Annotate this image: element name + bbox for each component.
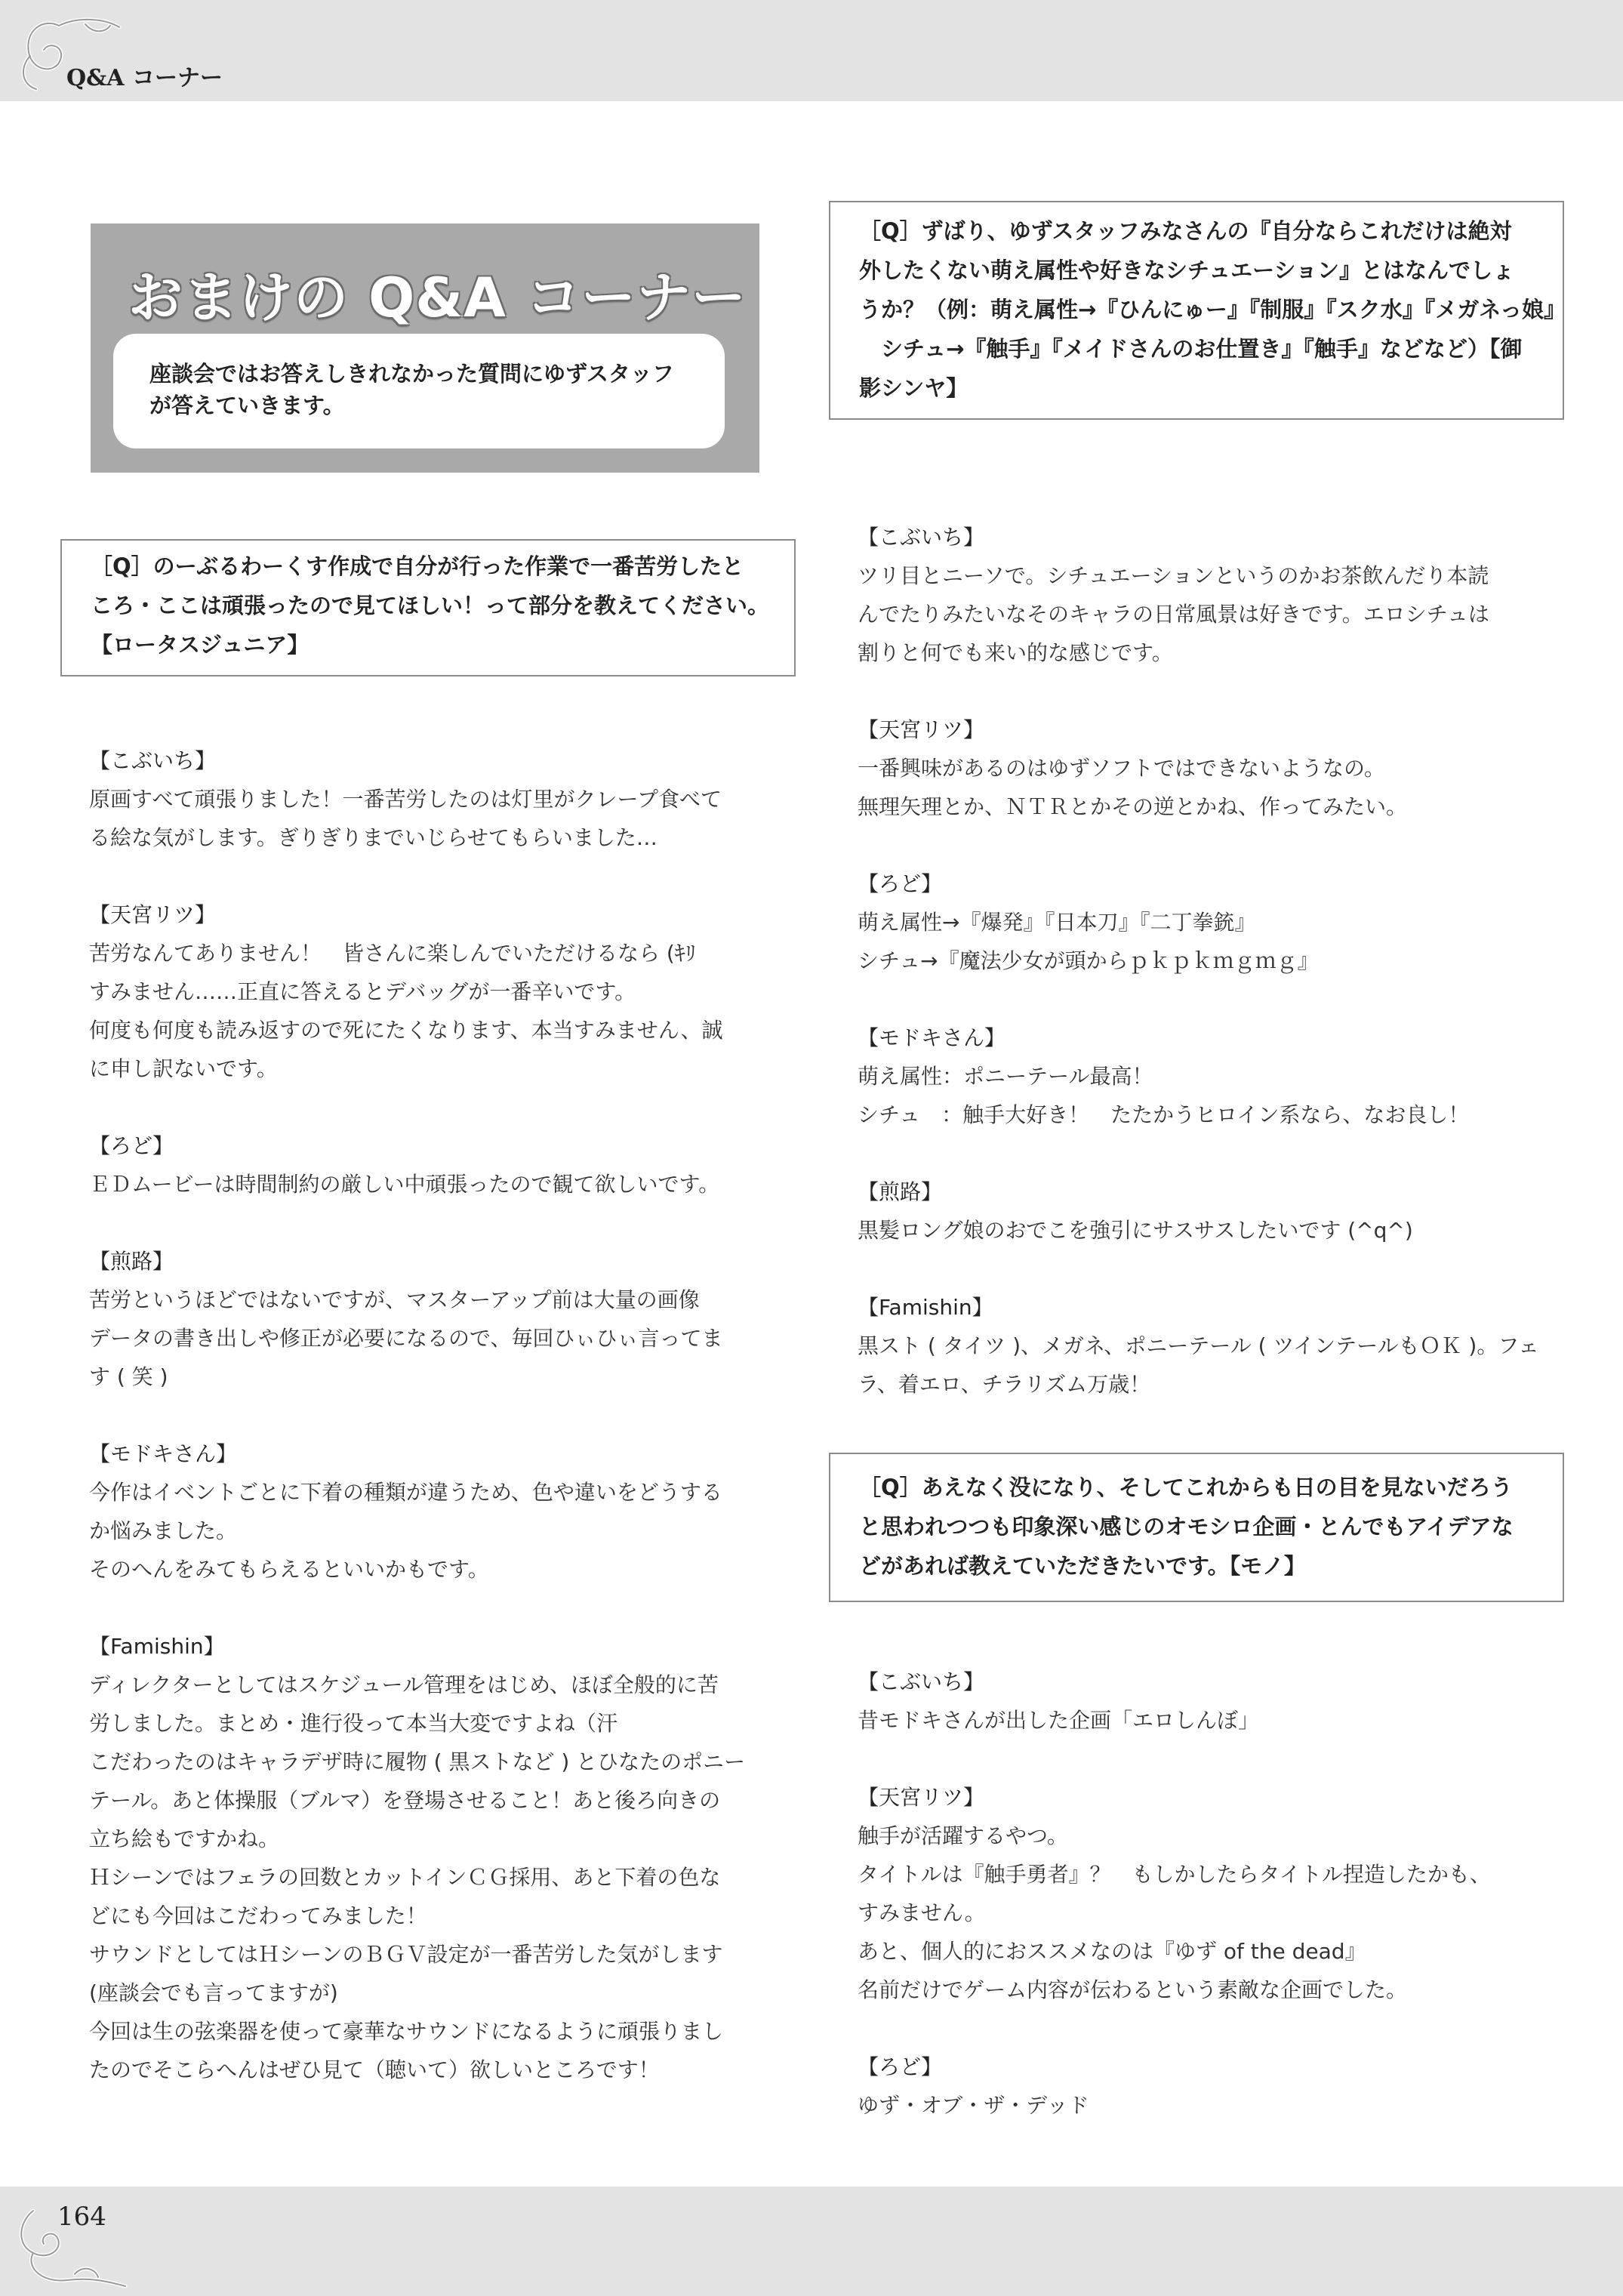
answer-line: サウンドとしてはＨシーンのＢＧＶ設定が一番苦労した気がします <box>89 1942 723 1967</box>
answer-line: シチュ ：触手大好き！ たたかうヒロイン系なら、なお良し！ <box>858 1102 1470 1127</box>
answer-line: あと、個人的におススメなのは『ゆず of the dead』 <box>858 1939 1366 1964</box>
question-line: 【ロータスジュニア】 <box>91 632 310 658</box>
page-footer <box>0 2187 1623 2296</box>
intro-subtitle-line: 座談会ではお答えしきれなかった質問にゆずスタッフ <box>149 361 674 387</box>
answer-author: 【モドキさん】 <box>858 1025 1006 1050</box>
answer-line: 苦労なんてありません！ 皆さんに楽しんでいただけるなら (ｷﾘ <box>89 941 696 966</box>
answer-block <box>858 518 1537 672</box>
answer-line: たのでそこらへんはぜひ見て（聴いて）欲しいところです！ <box>89 2057 660 2082</box>
question-line: ［Q］のーぶるわーくす作成で自分が行った作業で一番苦労したと <box>91 553 744 579</box>
answer-author: 【天宮リツ】 <box>858 717 985 742</box>
answer-line: 昔モドキさんが出した企画「エロしんぼ」 <box>858 1708 1260 1733</box>
answer-author: 【天宮リツ】 <box>858 1785 985 1810</box>
answer-block <box>89 1242 768 1396</box>
question-line: ［Q］あえなく没になり、そしてこれからも日の目を見ないだろう <box>859 1475 1513 1500</box>
header-title: Q&A コーナー <box>66 65 223 91</box>
question-box-2 <box>829 201 1564 420</box>
answer-author: 【Famishin】 <box>858 1295 993 1320</box>
intro-subtitle <box>149 358 708 421</box>
answer-line: 無理矢理とか、ＮＴＲとかその逆とかね、作ってみたい。 <box>858 794 1408 819</box>
answer-author: 【こぶいち】 <box>858 1669 985 1694</box>
answer-block <box>858 1173 1537 1250</box>
answer-author: 【ろど】 <box>89 1133 174 1158</box>
intro-subtitle-box <box>113 334 725 448</box>
question-line: と思われつつも印象深い感じのオモシロ企画・とんでもアイデアな <box>859 1514 1514 1539</box>
answer-line: そのへんをみてもらえるといいかもです。 <box>89 1557 489 1582</box>
answer-line: ディレクターとしてはスケジュール管理をはじめ、ほぼ全般的に苦 <box>89 1672 719 1697</box>
answer-line: る絵な気がします。ぎりぎりまでいじらせてもらいました… <box>89 825 658 850</box>
question-line: ころ・ここは頑張ったので見てほしい！って部分を教えてください。 <box>91 593 770 618</box>
answer-block <box>858 1778 1537 2009</box>
answer-line: 黒スト ( タイツ )、メガネ、ポニーテール ( ツインテールもＯＫ )。フェ <box>858 1333 1539 1358</box>
question-line: うか？（例：萌え属性→『ひんにゅー』『制服』『スク水』『メガネっ娘』 <box>859 297 1566 322</box>
answer-line: 労しました。まとめ・進行役って本当大変ですよね（汗 <box>89 1711 618 1736</box>
intro-panel <box>91 223 759 473</box>
answers-q2 <box>858 518 1537 1442</box>
answer-block <box>858 864 1537 980</box>
question-line: ［Q］ずばり、ゆずスタッフみなさんの『自分ならこれだけは絶対 <box>859 218 1512 244</box>
answers-q3 <box>858 1663 1537 2163</box>
answer-block <box>89 895 768 1088</box>
answers-q1 <box>89 741 768 2128</box>
answer-line: 触手が活躍するやつ。 <box>858 1823 1068 1848</box>
question-line: シチュ→『触手』『メイドさんのお仕置き』『触手』などなど）【御 <box>859 336 1523 362</box>
answer-line: すみません。 <box>858 1900 986 1925</box>
page-number: 164 <box>57 2202 106 2232</box>
answer-author: 【煎路】 <box>89 1249 174 1274</box>
answer-line: どにも今回はこだわってみました！ <box>89 1903 427 1928</box>
question-box-1 <box>60 539 796 676</box>
answer-line: 今作はイベントごとに下着の種類が違うため、色や違いをどうする <box>89 1480 722 1505</box>
answer-line: んでたりみたいなそのキャラの日常風景は好きです。エロシチュは <box>858 602 1489 627</box>
answer-line: 何度も何度も読み返すので死にたくなります、本当すみません、誠 <box>89 1018 723 1043</box>
answer-author: 【こぶいち】 <box>89 748 217 773</box>
answer-block <box>858 2048 1537 2125</box>
answer-line: に申し訳ないです。 <box>89 1056 278 1081</box>
answer-author: 【煎路】 <box>858 1179 943 1204</box>
answer-line: 原画すべて頑張りました！一番苦労したのは灯里がクレープ食べて <box>89 787 722 812</box>
answer-block <box>858 710 1537 826</box>
answer-block <box>89 1627 768 2089</box>
answer-line: 黒髪ロング娘のおでこを強引にサスサスしたいです (^q^) <box>858 1218 1413 1243</box>
answer-line: Ｈシーンではフェラの回数とカットインＣＧ採用、あと下着の色な <box>89 1865 721 1890</box>
answer-block <box>858 1288 1537 1404</box>
answer-block <box>858 1663 1537 1740</box>
answer-block <box>858 1019 1537 1134</box>
page-header <box>0 0 1623 101</box>
intro-title: おまけの Q&A コーナー <box>128 266 747 329</box>
answer-line: 割りと何でも来い的な感じです。 <box>858 640 1173 665</box>
answer-line: シチュ→『魔法少女が頭からｐｋｐｋｍｇｍｇ』 <box>858 948 1319 973</box>
answer-author: 【こぶいち】 <box>858 525 985 550</box>
answer-line: (座談会でも言ってますが) <box>89 1980 338 2005</box>
answer-line: テール。あと体操服（ブルマ）を登場させること！あと後ろ向きの <box>89 1788 721 1813</box>
answer-block <box>89 1126 768 1203</box>
answer-line: データの書き出しや修正が必要になるので、毎回ひぃひぃ言ってま <box>89 1326 723 1351</box>
answer-author: 【モドキさん】 <box>89 1441 238 1466</box>
answer-line: ゆず・オブ・ザ・デッド <box>858 2093 1089 2118</box>
question-line: どがあれば教えていただきたいです。【モノ】 <box>859 1553 1306 1579</box>
answer-block <box>89 1435 768 1589</box>
answer-line: す ( 笑 ) <box>89 1364 168 1389</box>
answer-line: 一番興味があるのはゆずソフトではできないようなの。 <box>858 756 1385 781</box>
answer-line: か悩みました。 <box>89 1518 238 1543</box>
answer-line: 萌え属性：ポニーテール最高！ <box>858 1064 1153 1089</box>
answer-author: 【Famishin】 <box>89 1634 225 1659</box>
answer-line: 萌え属性→『爆発』『日本刀』『二丁拳銃』 <box>858 910 1256 935</box>
answer-line: ＥＤムービーは時間制約の厳しい中頑張ったので観て欲しいです。 <box>89 1172 720 1197</box>
answer-author: 【天宮リツ】 <box>89 902 217 927</box>
question-box-3 <box>829 1453 1564 1602</box>
answer-line: ラ、着エロ、チラリズム万歳！ <box>858 1372 1151 1397</box>
answer-line: 名前だけでゲーム内容が伝わるという素敵な企画でした。 <box>858 1977 1408 2002</box>
question-line: 外したくない萌え属性や好きなシチュエーション』とはなんでしょ <box>859 257 1514 283</box>
answer-author: 【ろど】 <box>858 2054 943 2079</box>
answer-author: 【ろど】 <box>858 871 943 896</box>
intro-subtitle-line: が答えていきます。 <box>149 393 345 418</box>
answer-line: タイトルは『触手勇者』？ もしかしたらタイトル捏造したかも、 <box>858 1862 1491 1887</box>
answer-line: すみません……正直に答えるとデバッグが一番辛いです。 <box>89 979 636 1004</box>
answer-line: 立ち絵もですかね。 <box>89 1826 280 1851</box>
question-line: 影シンヤ】 <box>859 375 969 401</box>
answer-line: こだわったのはキャラデザ時に履物 ( 黒ストなど ) とひなたのポニー <box>89 1749 746 1774</box>
answer-line: 今回は生の弦楽器を使って豪華なサウンドになるように頑張りまし <box>89 2019 724 2044</box>
answer-line: ツリ目とニーソで。シチュエーションというのかお茶飲んだり本読 <box>858 563 1489 588</box>
answer-block <box>89 741 768 857</box>
answer-line: 苦労というほどではないですが、マスターアップ前は大量の画像 <box>89 1287 700 1312</box>
